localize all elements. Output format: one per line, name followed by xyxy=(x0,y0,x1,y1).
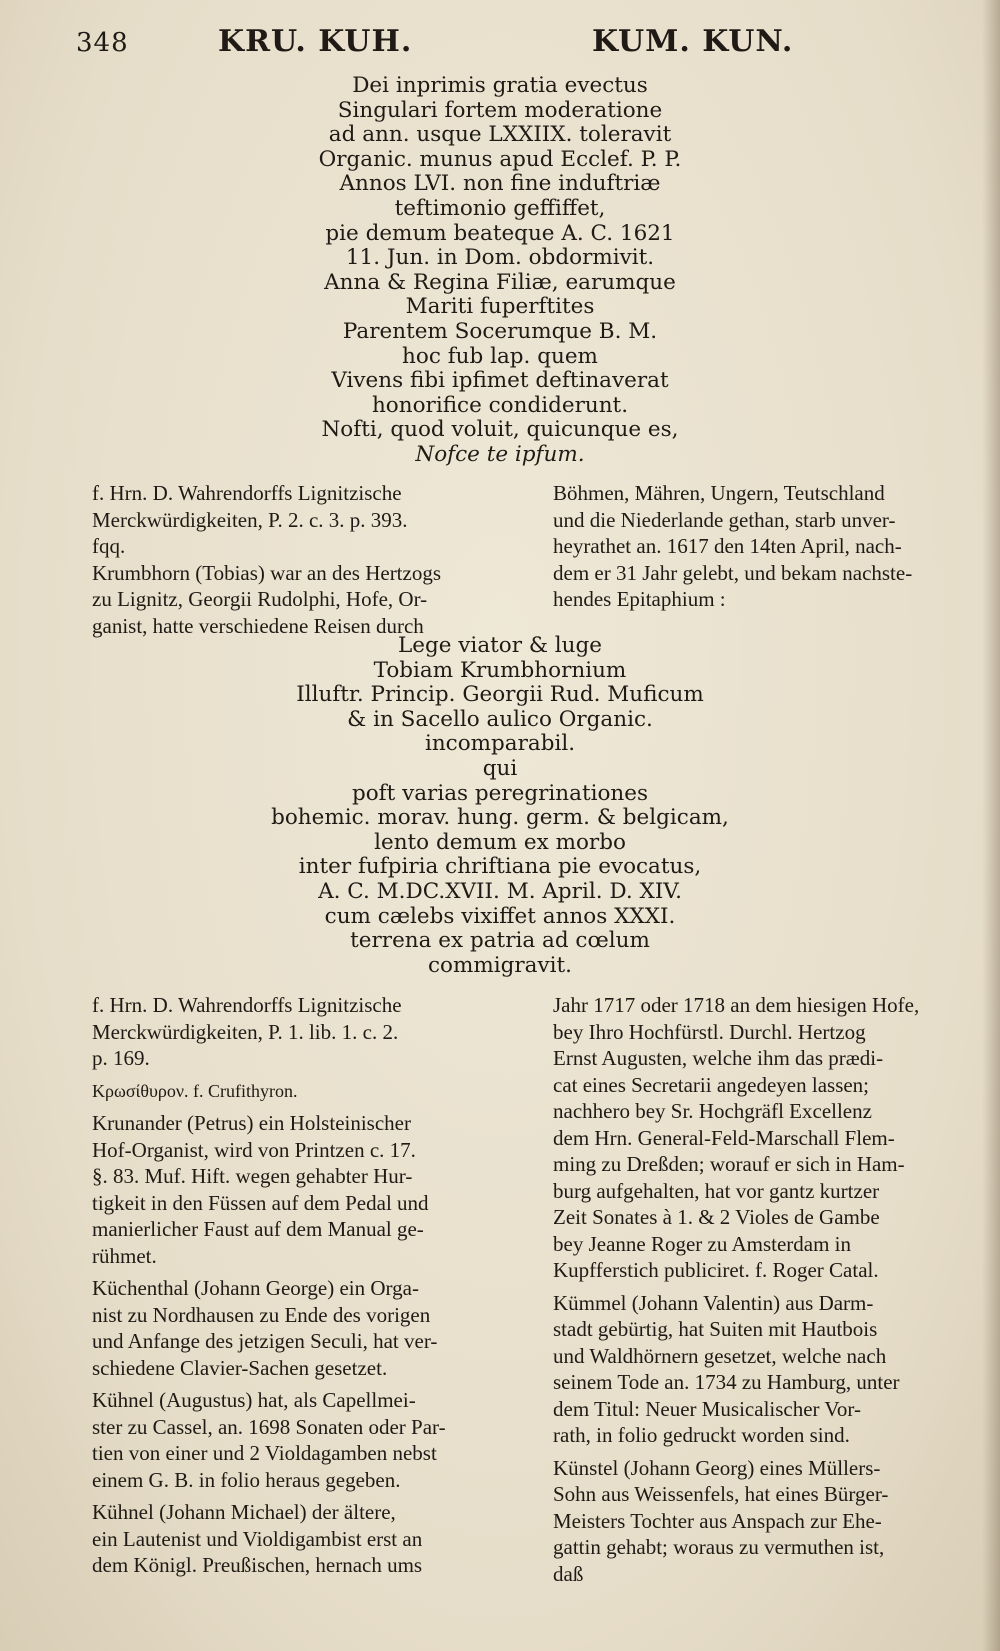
lexicon-entry xyxy=(92,1078,522,1105)
text-line: und die Niederlande gethan, starb unver- xyxy=(553,507,896,532)
text-line: Zeit Sonates à 1. & 2 Violes de Gambe xyxy=(553,1205,880,1229)
epitaph-line: ad ann. usque LXXIIX. toleravit xyxy=(328,122,672,148)
text-line: bey Jeanne Roger zu Amsterdam in xyxy=(553,1231,851,1256)
epitaph-line: A. C. M.DC.XVII. M. April. D. XIV. xyxy=(318,878,682,904)
text-line: daß xyxy=(553,1561,584,1586)
text-line: f. Hrn. D. Wahrendorffs Lignitzische xyxy=(92,993,402,1017)
text-line: schiedene Clavier-Sachen gesetzet. xyxy=(92,1355,388,1380)
epitaph-line: commigravit. xyxy=(428,952,572,978)
epitaph-line: Singulari fortem moderatione xyxy=(337,97,663,123)
epitaph-line: Tobiam Krumbhornium xyxy=(373,657,627,683)
text-line: fqq. xyxy=(92,534,126,558)
epitaph-line: poft varias peregrinationes xyxy=(351,780,649,806)
lexicon-entry xyxy=(92,1499,522,1579)
epitaph-line: terrena ex patria ad cœlum xyxy=(350,928,650,954)
epitaph-line: Lege viator & luge xyxy=(397,633,603,658)
text-line: manierlicher Faust auf dem Manual ge- xyxy=(92,1217,424,1241)
text-line: hendes Epitaphium : xyxy=(553,587,726,611)
text-line: Künstel (Johann Georg) eines Müllers- xyxy=(553,1455,881,1480)
text-line: ein Lautenist und Violdigambist erst an xyxy=(92,1526,423,1551)
text-line: Küchenthal (Johann George) ein Orga- xyxy=(92,1276,419,1300)
text-line: dem Titul: Neuer Musicalischer Vor- xyxy=(553,1396,861,1421)
lexicon-entry xyxy=(553,1290,953,1449)
text-line: Kühnel (Augustus) hat, als Capellmei- xyxy=(92,1388,416,1412)
text-line: Böhmen, Mähren, Ungern, Teutschland xyxy=(553,481,885,505)
text-line: §. 83. Muf. Hift. wegen gehabter Hur- xyxy=(92,1164,413,1188)
text-line: Kümmel (Johann Valentin) aus Darm- xyxy=(553,1290,874,1315)
epitaph-line: Parentem Socerumque B. M. xyxy=(342,318,658,344)
epitaph-krumbhorn xyxy=(150,634,850,978)
text-line: dem Hrn. General-Feld-Marschall Flem- xyxy=(553,1125,895,1150)
lexicon-entry xyxy=(553,1455,953,1588)
text-line: Kühnel (Johann Michael) der ältere, xyxy=(92,1500,396,1524)
lexicon-entry xyxy=(553,992,953,1284)
text-line: ster zu Cassel, an. 1698 Sonaten oder Par- xyxy=(92,1414,446,1439)
text-line: tigkeit in den Füssen auf dem Pedal und xyxy=(92,1190,429,1215)
text-line: ganist, hatte verschiedene Reisen durch xyxy=(92,613,424,638)
text-line: Meisters Tochter aus Anspach zur Ehe- xyxy=(553,1508,882,1533)
text-line: und Waldhörnern gesetzet, welche nach xyxy=(553,1343,887,1368)
epitaph-line: pie demum beateque A. C. 1621 xyxy=(325,220,675,246)
text-line: nachhero bey Sr. Hochgräfl Excellenz xyxy=(553,1099,872,1123)
epitaph-line: honorifice condiderunt. xyxy=(371,392,629,418)
epitaph-line: Dei inprimis gratia evectus xyxy=(352,73,648,98)
lexicon-entry xyxy=(92,1387,522,1493)
text-line: Kupfferstich publiciret. f. Roger Catal. xyxy=(553,1258,879,1282)
text-line: Ernst Augusten, welche ihm das prædi- xyxy=(553,1046,884,1070)
text-line: p. 169. xyxy=(92,1046,150,1070)
header-left-keywords: KRU. KUH. xyxy=(218,24,413,59)
text-line: heyrathet an. 1617 den 14ten April, nach- xyxy=(553,534,902,558)
epitaph-line: 11. Jun. in Dom. obdormivit. xyxy=(345,245,655,271)
epitaph-first xyxy=(150,74,850,468)
epitaph-line: Annos LVI. non fine induftriæ xyxy=(339,171,661,197)
epitaph-line: Illuftr. Princip. Georgii Rud. Muficum xyxy=(296,682,704,708)
epitaph-line: cum cælebs vixiffet annos XXXI. xyxy=(324,903,676,929)
text-line: dem er 31 Jahr gelebt, und bekam nachste- xyxy=(553,560,913,585)
epitaph-line: inter fufpiria chriftiana pie evocatus, xyxy=(298,854,702,880)
epitaph-line: bohemic. morav. hung. germ. & belgicam, xyxy=(271,805,729,831)
epitaph-line: Vivens fibi ipfimet deftinaverat xyxy=(331,368,669,394)
epitaph-line: Anna & Regina Filiæ, earumque xyxy=(324,269,676,295)
text-line: Κρωσίθυρον. f. Crufithyron. xyxy=(92,1080,298,1101)
epitaph-line: incomparabil. xyxy=(424,731,576,757)
epitaph-line: teftimonio geffiffet, xyxy=(394,195,606,221)
lexicon-entry xyxy=(92,992,522,1072)
column-left-lower xyxy=(92,986,522,1579)
epitaph-line: lento demum ex morbo xyxy=(374,829,626,855)
epitaph-line: Organic. munus apud Ecclef. P. P. xyxy=(318,146,682,172)
page-number: 348 xyxy=(76,28,129,58)
text-line: einem G. B. in folio heraus gegeben. xyxy=(92,1467,401,1492)
running-header xyxy=(76,24,976,64)
text-line: bey Ihro Hochfürstl. Durchl. Hertzog xyxy=(553,1019,866,1044)
text-line: Hof-Organist, wird von Printzen c. 17. xyxy=(92,1137,416,1162)
epitaph-line: hoc fub lap. quem xyxy=(402,343,598,369)
text-line: dem Königl. Preußischen, hernach ums xyxy=(92,1553,423,1577)
page-edge-shadow xyxy=(982,0,1000,1651)
epitaph-line: Mariti fuperftites xyxy=(405,294,595,320)
column-left-upper xyxy=(92,480,522,639)
text-line: nist zu Nordhausen zu Ende des vorigen xyxy=(92,1302,431,1327)
text-line: seinem Tode an. 1734 zu Hamburg, unter xyxy=(553,1370,900,1394)
text-line: cat eines Secretarii angedeyen lassen; xyxy=(553,1072,870,1097)
text-line: burg aufgehalten, hat vor gantz kurtzer xyxy=(553,1178,880,1203)
lexicon-entry xyxy=(92,1110,522,1269)
text-line: rühmet. xyxy=(92,1243,157,1268)
text-line: rath, in folio gedruckt worden sind. xyxy=(553,1423,850,1447)
text-line: ming zu Dreßden; worauf er sich in Ham- xyxy=(553,1152,905,1176)
column-right-upper xyxy=(553,480,953,613)
epitaph-line: & in Sacello aulico Organic. xyxy=(347,706,653,732)
header-right-keywords: KUM. KUN. xyxy=(592,24,794,59)
text-line: Jahr 1717 oder 1718 an dem hiesigen Hofe, xyxy=(553,993,920,1017)
text-line: stadt gebürtig, hat Suiten mit Hautbois xyxy=(553,1317,878,1341)
text-line: gattin gehabt; woraus zu vermuthen ist, xyxy=(553,1535,885,1559)
text-line: Merckwürdigkeiten, P. 2. c. 3. p. 393. xyxy=(92,507,408,532)
text-line: Merckwürdigkeiten, P. 1. lib. 1. c. 2. xyxy=(92,1019,399,1044)
column-right-lower xyxy=(553,986,953,1587)
epitaph-line: Nofce te ipfum. xyxy=(415,441,585,467)
text-line: zu Lignitz, Georgii Rudolphi, Hofe, Or- xyxy=(92,587,428,611)
epitaph-line: Nofti, quod voluit, quicunque es, xyxy=(321,417,679,443)
text-line: Krumbhorn (Tobias) war an des Hertzogs xyxy=(92,560,442,585)
text-line: Krunander (Petrus) ein Holsteinischer xyxy=(92,1111,411,1135)
text-line: f. Hrn. D. Wahrendorffs Lignitzische xyxy=(92,481,402,505)
text-line: Sohn aus Weissenfels, hat eines Bürger- xyxy=(553,1482,889,1506)
lexicon-entry xyxy=(92,1275,522,1381)
text-line: tien von einer und 2 Violdagamben nebst xyxy=(92,1441,437,1465)
epitaph-line: qui xyxy=(482,755,518,781)
text-line: und Anfange des jetzigen Seculi, hat ver- xyxy=(92,1329,438,1353)
